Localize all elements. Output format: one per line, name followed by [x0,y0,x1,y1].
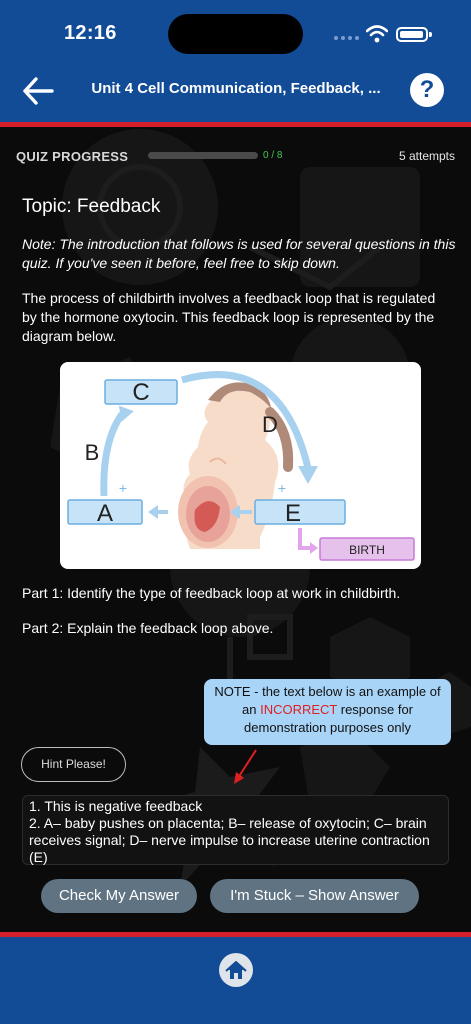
answer-input[interactable] [22,795,449,865]
home-icon [219,953,253,987]
diagram-label-d: D [262,412,278,437]
note-incorrect-highlight: INCORRECT [260,702,338,717]
intro-note: Note: The introduction that follows is used for several questions in this quiz. If you've seen it before, feel free to skip down. [22,236,456,271]
topic-title: Topic: Feedback [22,196,161,217]
page-title: Unit 4 Cell Communication, Feedback, ... [91,80,381,97]
diagram-label-a: A [96,500,114,527]
footer-divider [0,932,471,937]
check-answer-button[interactable]: Check My Answer [41,879,197,913]
diagram-label-b: B [84,440,100,465]
diagram-plus-e: + [277,480,287,496]
question-part-1: Part 1: Identify the type of feedback loop at work in childbirth. [22,585,401,601]
answer-line-2: 2. A– baby pushes on placenta; B– release of oxytocin; C– brain receives signal; D– nerve impulse to increase uterine contraction (E) [29,815,430,865]
note-text-start: NOTE - the text below is an example of an [214,684,441,717]
feedback-loop-diagram [60,362,421,569]
answer-line-1: 1. This is negative feedback [29,798,203,814]
help-button[interactable]: ? [410,73,444,107]
diagram-label-birth: BIRTH [349,543,385,557]
show-answer-button[interactable]: I'm Stuck – Show Answer [210,879,419,913]
note-text-end: response for demonstration purposes only [244,702,413,735]
back-button[interactable] [20,74,56,108]
hint-button[interactable]: Hint Please! [21,747,126,782]
dynamic-island [168,14,303,54]
status-time: 12:16 [64,22,117,44]
quiz-progress-bar [148,152,258,159]
diagram-label-c: C [132,379,150,406]
wifi-icon [366,25,388,43]
quiz-progress-label: QUIZ PROGRESS [16,149,129,164]
question-part-2: Part 2: Explain the feedback loop above. [22,620,274,636]
diagram-label-e: E [284,500,302,527]
callout-arrow-icon [228,748,262,788]
home-button[interactable] [219,953,253,987]
attempts-count: 5 attempts [398,149,455,163]
arrow-left-icon [20,74,56,108]
cellular-signal-icon [334,36,359,40]
diagram-plus-a: + [118,480,128,496]
battery-icon [396,27,428,42]
intro-text: The process of childbirth involves a feedback loop that is regulated by the hormone oxytocin. This feedback loop is represented by the diagram below. [22,290,436,344]
quiz-progress-count: 0 / 8 [263,150,283,161]
incorrect-response-note [204,679,451,745]
